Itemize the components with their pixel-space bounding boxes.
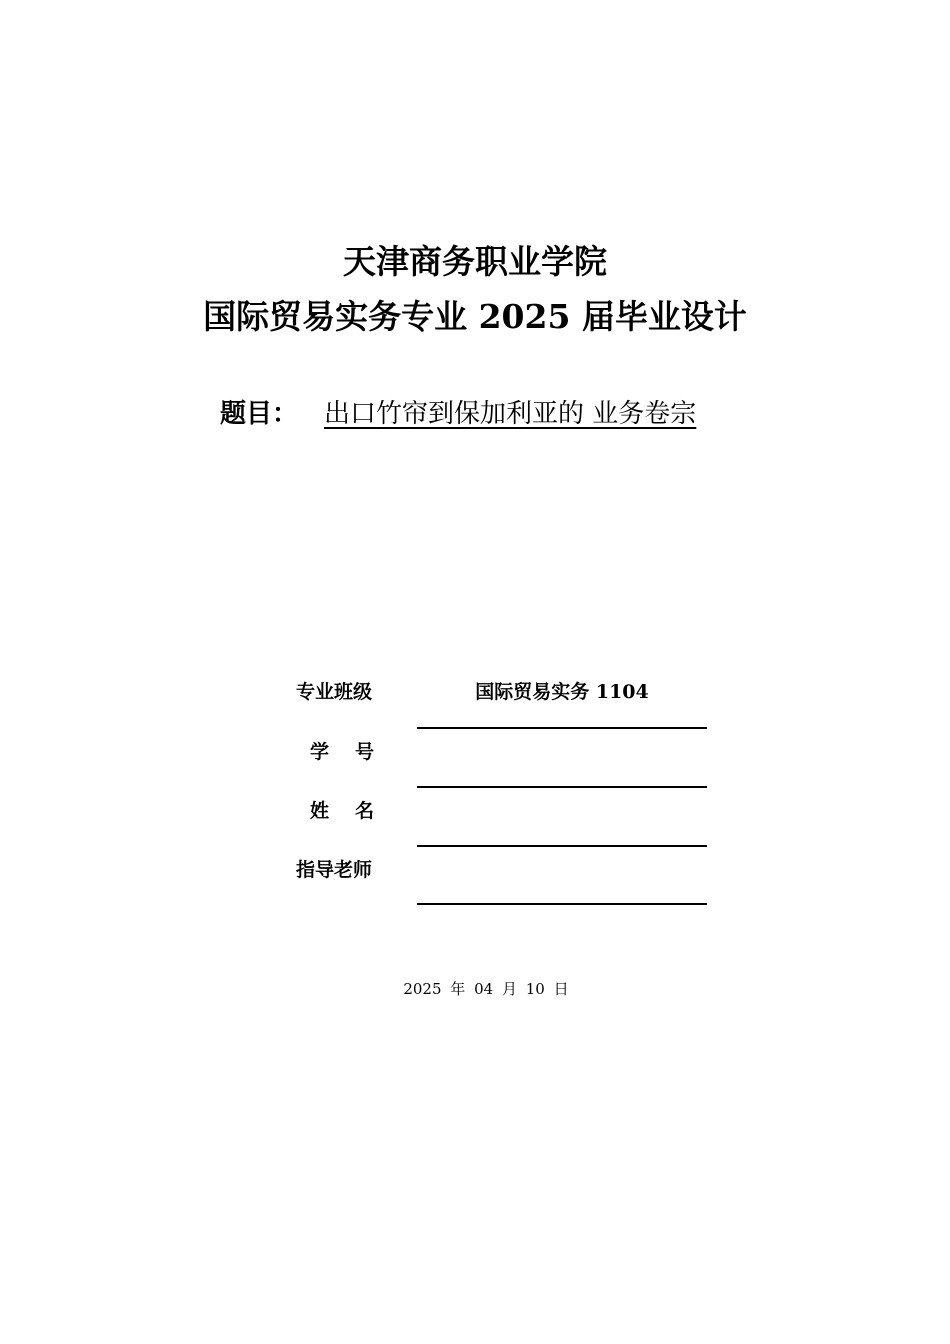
date-month-unit: 月 [501, 980, 517, 998]
date-day-unit: 日 [553, 980, 569, 998]
date-year-unit: 年 [450, 980, 466, 998]
date-day: 10 [525, 980, 545, 998]
class-underline [417, 727, 707, 729]
class-label: 专业班级 [296, 681, 373, 703]
name-underline [417, 845, 707, 847]
institution-title: 天津商务职业学院 [343, 242, 607, 281]
subject-line [220, 397, 696, 431]
date-month: 04 [474, 980, 494, 998]
advisor-label: 指导老师 [296, 859, 373, 881]
class-value: 国际贸易实务 1104 [475, 681, 649, 703]
program-title: 国际贸易实务专业 2025 届毕业设计 [203, 297, 747, 336]
student-id-label-char-2: 号 [354, 741, 374, 763]
subject-value: 出口竹帘到保加利亚的 业务卷宗 [324, 399, 697, 429]
name-label-char-2: 名 [354, 800, 374, 822]
student-id-label-char-1: 学 [310, 741, 330, 763]
subject-label: 题目： [220, 399, 299, 429]
student-id-underline [417, 786, 707, 788]
name-label-char-1: 姓 [310, 800, 330, 822]
date-year: 2025 [403, 980, 442, 998]
name-label [296, 798, 388, 824]
student-id-label [296, 739, 388, 765]
submission-date [0, 978, 950, 1000]
advisor-underline [417, 903, 707, 905]
